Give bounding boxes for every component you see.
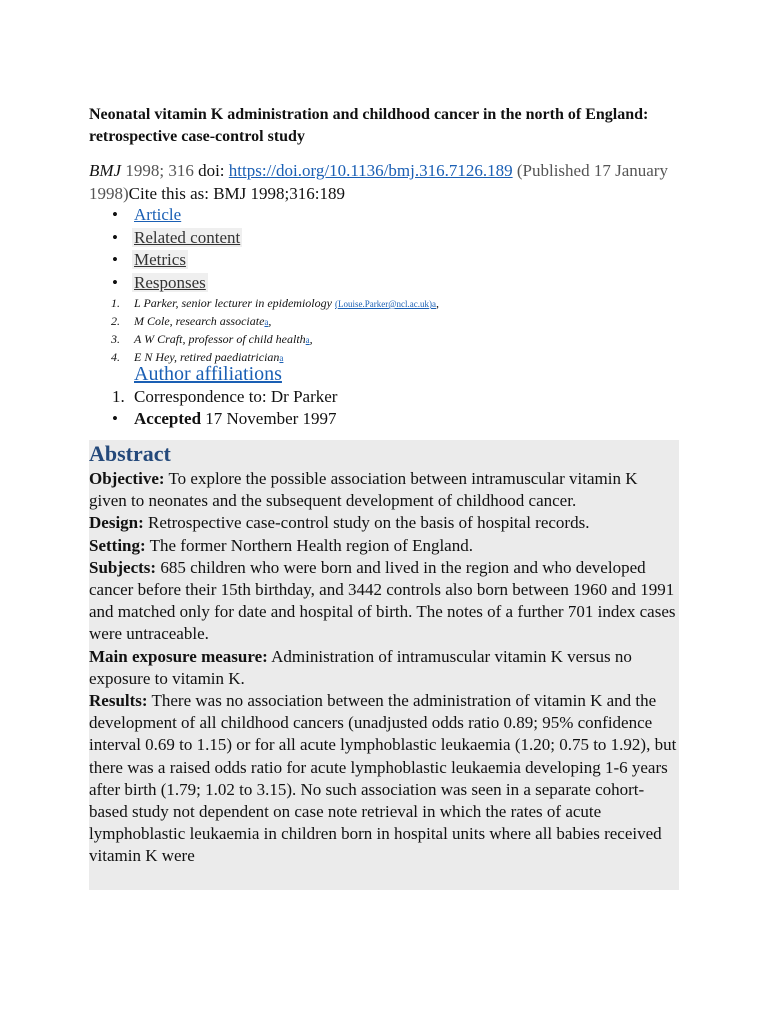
doi-label: doi: xyxy=(193,161,229,180)
author-separator: , xyxy=(309,332,313,346)
tab-related-content-label[interactable]: Related content xyxy=(134,227,241,247)
year-volume: 1998; 316 xyxy=(121,161,194,180)
author-separator: , xyxy=(268,314,272,328)
correspondence-number: 1. xyxy=(112,387,125,406)
author-number: 4. xyxy=(111,350,120,364)
accepted-date xyxy=(89,408,337,430)
correspondence-text: Correspondence to: Dr Parker xyxy=(134,387,338,406)
author-email-link[interactable]: Louise.Parker@ncl.ac.uk xyxy=(337,299,429,309)
doi-link[interactable]: https://doi.org/10.1136/bmj.316.7126.189 xyxy=(228,161,513,180)
section-text: Administration of intramuscular vitamin K versus no exposure to vitamin K. xyxy=(89,646,632,688)
tab-metrics-label[interactable]: Metrics xyxy=(134,250,186,269)
accepted-label: Accepted xyxy=(134,409,202,428)
author-number: 2. xyxy=(111,314,120,328)
section-label: Main exposure measure: xyxy=(89,646,268,666)
author-name: L Parker, senior lecturer in epidemiology xyxy=(134,296,335,310)
section-text: Retrospective case-control study on the basis of hospital records. xyxy=(143,513,590,533)
author-name: A W Craft, professor of child health xyxy=(134,332,306,346)
cite-as: Cite this as: BMJ 1998;316:189 xyxy=(128,184,345,203)
accepted-value: 17 November 1997 xyxy=(201,409,337,428)
tab-responses[interactable] xyxy=(89,272,242,295)
section-label: Objective: xyxy=(89,469,165,488)
author-number: 1. xyxy=(111,296,120,310)
email-close: ) xyxy=(429,299,432,309)
tab-article-label[interactable]: Article xyxy=(134,205,182,224)
published-date: (Published 17 January 1998) xyxy=(89,161,668,203)
affiliation-mark[interactable]: a xyxy=(279,353,284,363)
abstract-subjects xyxy=(89,557,679,646)
abstract-objective xyxy=(89,468,679,512)
section-label: Results: xyxy=(89,691,148,711)
abstract-main-exposure xyxy=(89,646,679,690)
section-text: 685 children who were born and lived in the region and who developed cancer before their 15th birthday, and 3442 controls also born between 1960 and 1991 and matched only for date and hospital of birth. The notes of a further 701 index cases were untraceable. xyxy=(89,557,676,644)
citation-line xyxy=(89,159,679,205)
correspondence xyxy=(89,386,337,408)
affiliation-mark[interactable]: a xyxy=(432,299,436,309)
author-separator: , xyxy=(436,296,439,310)
author-number: 3. xyxy=(111,332,120,346)
tab-article[interactable] xyxy=(89,204,242,227)
abstract-design xyxy=(89,512,679,534)
tab-responses-label[interactable]: Responses xyxy=(134,272,206,292)
section-label: Setting: xyxy=(89,535,146,555)
abstract-body xyxy=(89,468,679,868)
article-tabs xyxy=(89,204,242,294)
abstract-setting xyxy=(89,535,679,557)
journal-name: BMJ xyxy=(89,161,122,180)
author-item xyxy=(89,331,439,349)
section-label: Design: xyxy=(89,513,144,533)
section-label: Subjects: xyxy=(89,557,157,577)
author-list xyxy=(89,295,439,367)
affiliation-mark[interactable]: a xyxy=(264,317,269,327)
abstract-heading: Abstract xyxy=(89,441,171,466)
affiliation-mark[interactable]: a xyxy=(305,335,310,345)
article-title: Neonatal vitamin K administration and childhood cancer in the north of England: retrospective case-control study xyxy=(89,106,649,145)
section-text: The former Northern Health region of England. xyxy=(145,535,473,555)
abstract-results xyxy=(89,690,679,868)
email-open: ( xyxy=(334,299,338,309)
author-item xyxy=(89,295,439,313)
author-name: M Cole, research associate xyxy=(134,314,265,328)
section-text: There was no association between the administration of vitamin K and the development of all childhood cancers (unadjusted odds ratio 0.89; 95% confidence interval 0.69 to 1.15) or for all acute lymphoblastic leukaemia (1.20; 0.75 to 1.92), but there was a raised odds ratio for acute lymphoblastic leukaemia developing 1-6 years after birth (1.79; 1.02 to 3.15). No such association was seen in a separate cohort-based study not dependent on case note retrieval in which the rates of acute lymphoblastic leukaemia in children born in hospital units where all babies received vitamin K were xyxy=(89,691,677,866)
author-affiliations-link[interactable]: Author affiliations xyxy=(134,363,282,385)
tab-related-content[interactable] xyxy=(89,227,242,250)
accepted-text xyxy=(89,408,337,430)
abstract-section xyxy=(89,440,679,890)
tab-metrics[interactable] xyxy=(89,249,242,272)
author-item xyxy=(89,313,439,331)
section-text: To explore the possible association between intramuscular vitamin K given to neonates and the subsequent development of childhood cancer. xyxy=(89,469,638,511)
author-name: E N Hey, retired paediatrician xyxy=(134,350,280,364)
